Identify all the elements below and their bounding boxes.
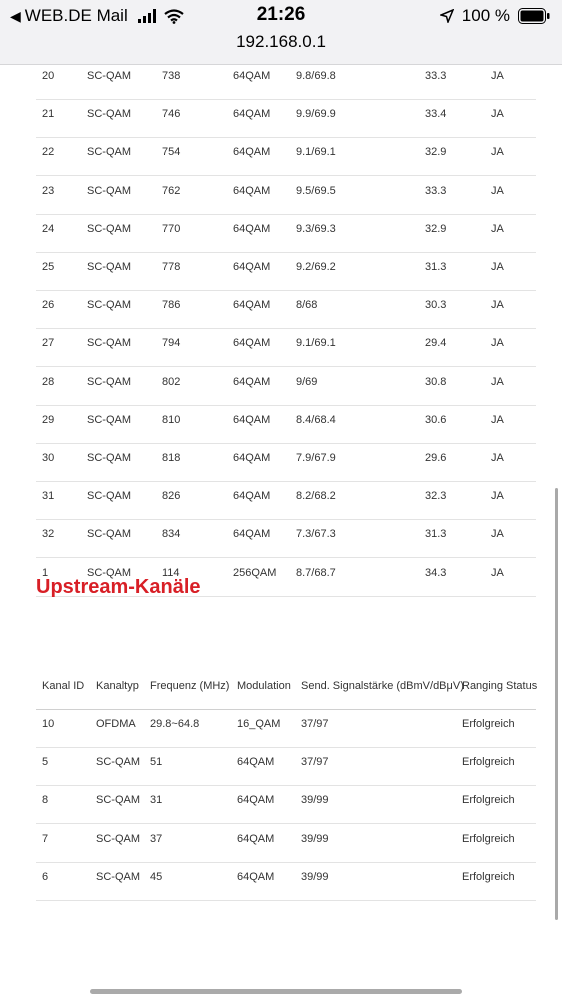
table-row [36, 405, 536, 444]
upstream-table-header [36, 671, 536, 710]
cell-channel-id: 7 [42, 832, 49, 845]
header-modulation: Modulation [237, 680, 291, 692]
back-arrow-icon: ◀ [10, 7, 21, 24]
cell-channel-type: SC-QAM [87, 261, 131, 273]
cell-channel-id: 22 [42, 146, 55, 159]
table-row [36, 328, 536, 367]
cell-power: 37/97 [301, 718, 329, 730]
cell-modulation: 256QAM [233, 566, 277, 579]
cell-frequency: 754 [162, 146, 181, 159]
header-kanal-id: Kanal ID [42, 680, 85, 692]
cell-frequency: 834 [162, 528, 181, 541]
cell-channel-type: SC-QAM [96, 832, 140, 845]
cell-frequency: 810 [162, 413, 181, 426]
cell-power: 9/69 [296, 375, 318, 388]
table-row [36, 481, 536, 520]
cell-locked: JA [491, 337, 504, 350]
cell-modulation: 64QAM [237, 794, 275, 807]
upstream-section-title: Upstream-Kanäle [36, 576, 201, 598]
battery-icon [518, 8, 550, 24]
cell-snr: 30.3 [425, 299, 447, 312]
table-row [36, 367, 536, 406]
cell-channel-type: SC-QAM [87, 452, 131, 464]
cell-snr: 29.4 [425, 337, 447, 350]
cell-power: 39/99 [301, 794, 329, 807]
cell-modulation: 64QAM [233, 108, 271, 121]
cell-modulation: 64QAM [233, 490, 271, 503]
cell-snr: 33.3 [425, 70, 447, 82]
cell-frequency: 762 [162, 184, 181, 197]
cell-frequency: 778 [162, 261, 181, 273]
cell-locked: JA [491, 528, 504, 541]
cell-snr: 33.4 [425, 108, 447, 121]
cell-power: 9.1/69.1 [296, 337, 336, 350]
cell-power: 8.2/68.2 [296, 490, 336, 503]
cell-channel-id: 20 [42, 70, 55, 82]
cell-snr: 34.3 [425, 566, 447, 579]
cell-power: 9.5/69.5 [296, 184, 336, 197]
cell-ranging-status: Erfolgreich [462, 718, 515, 730]
cell-power: 9.2/69.2 [296, 261, 336, 273]
table-row [36, 785, 536, 824]
cell-frequency: 746 [162, 108, 181, 121]
table-row [36, 443, 536, 482]
cell-channel-type: SC-QAM [87, 108, 131, 121]
table-row [36, 290, 536, 329]
cell-locked: JA [491, 146, 504, 159]
cell-modulation: 64QAM [237, 832, 275, 845]
cell-frequency: 37 [150, 832, 163, 845]
table-row [36, 747, 536, 786]
cell-snr: 31.3 [425, 528, 447, 541]
cell-channel-type: OFDMA [96, 718, 136, 730]
cell-channel-id: 32 [42, 528, 55, 541]
cell-frequency: 45 [150, 870, 163, 883]
cell-snr: 29.6 [425, 452, 447, 464]
back-app-label: WEB.DE Mail [24, 6, 128, 25]
header-ranging-status: Ranging Status [462, 680, 538, 692]
cell-frequency: 31 [150, 794, 163, 807]
scrollbar[interactable] [555, 488, 558, 920]
cell-locked: JA [491, 566, 504, 579]
cell-channel-id: 1 [42, 566, 49, 579]
cell-channel-type: SC-QAM [96, 794, 140, 807]
cell-channel-id: 5 [42, 756, 49, 769]
table-row [36, 862, 536, 901]
cell-modulation: 64QAM [237, 870, 275, 883]
cell-channel-id: 6 [42, 870, 49, 883]
cell-ranging-status: Erfolgreich [462, 794, 515, 807]
cell-modulation: 64QAM [233, 375, 271, 388]
cell-channel-type: SC-QAM [87, 70, 131, 82]
table-row [36, 252, 536, 291]
cell-modulation: 64QAM [233, 184, 271, 197]
table-row [36, 61, 536, 100]
cell-ranging-status: Erfolgreich [462, 870, 515, 883]
cell-channel-type: SC-QAM [96, 756, 140, 769]
cell-channel-type: SC-QAM [87, 528, 131, 541]
cell-channel-id: 30 [42, 452, 55, 464]
cell-power: 7.9/67.9 [296, 452, 336, 464]
ios-status-bar [0, 0, 562, 65]
table-row [36, 519, 536, 558]
cell-locked: JA [491, 375, 504, 388]
cell-ranging-status: Erfolgreich [462, 832, 515, 845]
cell-snr: 31.3 [425, 261, 447, 273]
cell-power: 9.3/69.3 [296, 222, 336, 235]
cell-locked: JA [491, 490, 504, 503]
table-row [36, 709, 536, 748]
cell-power: 39/99 [301, 832, 329, 845]
table-row [36, 137, 536, 176]
cell-frequency: 786 [162, 299, 181, 312]
cell-frequency: 770 [162, 222, 181, 235]
cell-channel-id: 28 [42, 375, 55, 388]
cell-modulation: 64QAM [233, 337, 271, 350]
location-arrow-icon [440, 9, 454, 23]
cell-power: 37/97 [301, 756, 329, 769]
cell-channel-type: SC-QAM [87, 413, 131, 426]
cell-modulation: 64QAM [233, 261, 271, 273]
cell-channel-type: SC-QAM [87, 222, 131, 235]
cell-channel-id: 21 [42, 108, 55, 121]
header-signalstaerke: Send. Signalstärke (dBmV/dBμV) [301, 680, 464, 692]
cell-snr: 32.3 [425, 490, 447, 503]
cell-modulation: 64QAM [233, 299, 271, 312]
cell-frequency: 29.8~64.8 [150, 718, 200, 730]
cell-power: 39/99 [301, 870, 329, 883]
cell-snr: 32.9 [425, 146, 447, 159]
cell-frequency: 802 [162, 375, 181, 388]
cell-modulation: 64QAM [237, 756, 275, 769]
battery-percent: 100 % [461, 6, 510, 25]
cell-locked: JA [491, 70, 504, 82]
cell-modulation: 16_QAM [237, 718, 281, 730]
cell-power: 8.4/68.4 [296, 413, 336, 426]
cell-channel-id: 23 [42, 184, 55, 197]
cell-channel-id: 24 [42, 222, 55, 235]
table-row [36, 824, 536, 863]
url-bar[interactable]: 192.168.0.1 [236, 32, 326, 51]
cell-snr: 30.6 [425, 413, 447, 426]
table-row [36, 214, 536, 253]
cell-channel-id: 31 [42, 490, 55, 503]
cell-power: 9.8/69.8 [296, 70, 336, 82]
cell-power: 9.1/69.1 [296, 146, 336, 159]
cell-modulation: 64QAM [233, 146, 271, 159]
cell-channel-id: 10 [42, 718, 55, 730]
cell-channel-type: SC-QAM [96, 870, 140, 883]
cell-channel-id: 27 [42, 337, 55, 350]
table-row [36, 99, 536, 138]
cell-frequency: 738 [162, 70, 181, 82]
cell-frequency: 826 [162, 490, 181, 503]
cell-power: 9.9/69.9 [296, 108, 336, 121]
clock: 21:26 [256, 4, 306, 25]
cell-modulation: 64QAM [233, 452, 271, 464]
cell-frequency: 51 [150, 756, 163, 769]
header-kanaltyp: Kanaltyp [96, 680, 139, 692]
header-frequenz: Frequenz (MHz) [150, 680, 230, 692]
cell-channel-type: SC-QAM [87, 490, 131, 503]
cell-ranging-status: Erfolgreich [462, 756, 515, 769]
cell-modulation: 64QAM [233, 528, 271, 541]
cell-channel-type: SC-QAM [87, 566, 131, 579]
cell-locked: JA [491, 261, 504, 273]
table-row [36, 176, 536, 215]
cell-channel-id: 26 [42, 299, 55, 312]
cell-frequency: 114 [162, 566, 180, 579]
cell-channel-type: SC-QAM [87, 299, 131, 312]
cell-modulation: 64QAM [233, 413, 271, 426]
cell-power: 8/68 [296, 299, 318, 312]
cell-channel-type: SC-QAM [87, 337, 131, 350]
cell-snr: 32.9 [425, 222, 447, 235]
cell-frequency: 794 [162, 337, 181, 350]
cell-modulation: 64QAM [233, 222, 271, 235]
cell-snr: 30.8 [425, 375, 447, 388]
cell-channel-type: SC-QAM [87, 184, 131, 197]
cell-locked: JA [491, 452, 504, 464]
cell-channel-type: SC-QAM [87, 375, 131, 388]
home-indicator[interactable] [90, 989, 462, 994]
cell-snr: 33.3 [425, 184, 447, 197]
cell-channel-id: 29 [42, 413, 55, 426]
cell-channel-id: 25 [42, 261, 55, 273]
status-right [440, 6, 550, 26]
cell-locked: JA [491, 184, 504, 197]
cell-locked: JA [491, 413, 504, 426]
cell-power: 7.3/67.3 [296, 528, 336, 541]
cell-modulation: 64QAM [233, 70, 271, 82]
cell-channel-id: 8 [42, 794, 49, 807]
cell-power: 8.7/68.7 [296, 566, 336, 579]
cell-channel-type: SC-QAM [87, 146, 131, 159]
cell-frequency: 818 [162, 452, 181, 464]
cell-locked: JA [491, 222, 504, 235]
cell-locked: JA [491, 108, 504, 121]
cell-locked: JA [491, 299, 504, 312]
